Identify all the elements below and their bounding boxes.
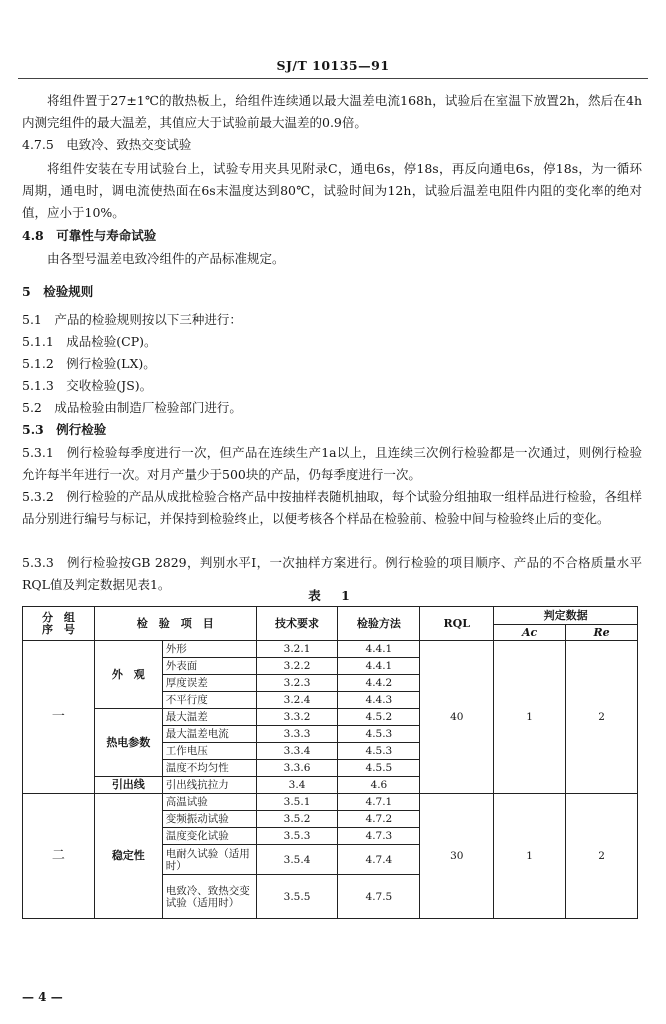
category-lead: 引出线	[94, 777, 162, 794]
table-row	[23, 794, 638, 811]
tech-cell: 3.4	[256, 777, 338, 794]
table-caption: 表 1	[308, 588, 358, 603]
tech-cell: 3.2.1	[256, 641, 338, 658]
header-rule	[18, 78, 648, 79]
method-cell: 4.7.1	[338, 794, 420, 811]
group-1-ac: 1	[494, 641, 566, 794]
category-stability: 稳定性	[94, 794, 162, 919]
item-cell: 外形	[162, 641, 256, 658]
clause-5-1-1: 5.1.1 成品检验(CP)。	[22, 334, 157, 349]
item-cell: 不平行度	[162, 692, 256, 709]
clause-5-1: 5.1 产品的检验规则按以下三种进行：	[22, 312, 242, 327]
item-cell: 工作电压	[162, 743, 256, 760]
group-2-re: 2	[566, 794, 638, 919]
item-cell: 温度不均匀性	[162, 760, 256, 777]
page-footer: — 4 —	[22, 990, 63, 1004]
tech-cell: 3.3.3	[256, 726, 338, 743]
item-cell: 电耐久试验（适用时）	[162, 845, 256, 875]
clause-5-2: 5.2 成品检验由制造厂检验部门进行。	[22, 400, 242, 415]
method-cell: 4.7.5	[338, 875, 420, 919]
header-method: 检验方法	[338, 607, 420, 641]
tech-cell: 3.3.2	[256, 709, 338, 726]
header-group: 分 组 序 号	[23, 607, 95, 641]
method-cell: 4.4.3	[338, 692, 420, 709]
item-cell: 外表面	[162, 658, 256, 675]
item-cell: 变频振动试验	[162, 811, 256, 828]
method-cell: 4.7.4	[338, 845, 420, 875]
item-cell: 最大温差电流	[162, 726, 256, 743]
header-ac: Ac	[494, 625, 566, 641]
method-cell: 4.7.2	[338, 811, 420, 828]
tech-cell: 3.2.4	[256, 692, 338, 709]
item-cell: 温度变化试验	[162, 828, 256, 845]
method-cell: 4.5.3	[338, 726, 420, 743]
method-cell: 4.7.3	[338, 828, 420, 845]
tech-cell: 3.3.6	[256, 760, 338, 777]
group-2-rql: 30	[420, 794, 494, 919]
tech-cell: 3.5.4	[256, 845, 338, 875]
tech-cell: 3.5.1	[256, 794, 338, 811]
paragraph-heat-dissipation: 将组件置于27±1℃的散热板上，给组件连续通以最大温差电流168h，试验后在室温下放置2h，然后在4h内测完组件的最大温差，其值应大于试验前最大温差的0.9倍。	[22, 93, 642, 130]
header-tech: 技术要求	[256, 607, 338, 641]
clause-5-3-3: 5.3.3 例行检验按GB 2829，判别水平Ⅰ，一次抽样方案进行。例行检验的项目顺序、产品的不合格质量水平RQL值及判定数据见表1。	[22, 555, 642, 592]
item-cell: 电致冷、致热交变试验（适用时）	[162, 875, 256, 919]
section-4-8-title: 4.8 可靠性与寿命试验	[22, 228, 157, 243]
method-cell: 4.4.1	[338, 658, 420, 675]
method-cell: 4.4.2	[338, 675, 420, 692]
header-judge: 判定数据	[494, 607, 638, 625]
item-cell: 高温试验	[162, 794, 256, 811]
tech-cell: 3.5.2	[256, 811, 338, 828]
group-1-rql: 40	[420, 641, 494, 794]
clause-5-1-2: 5.1.2 例行检验(LX)。	[22, 356, 156, 371]
clause-5-3-1: 5.3.1 例行检验每季度进行一次，但产品在连续生产1a以上，且连续三次例行检验都是一次通过，则例行检验允许每半年进行一次。对月产量少于500块的产品，仍每季度进行一次。	[22, 445, 642, 482]
section-5-title: 5 检验规则	[22, 284, 94, 299]
header-re: Re	[566, 625, 638, 641]
paragraph-alternating-test: 将组件安装在专用试验台上，试验专用夹具见附录C，通电6s，停18s，再反向通电6s，停18s，为一循环周期，通电时，调电流使热面在6s末温度达到80℃，试验时间为12h，试验后温差电阻件内阻的变化率的绝对值，应小于10%。	[22, 161, 642, 220]
header-rql: RQL	[420, 607, 494, 641]
tech-cell: 3.2.2	[256, 658, 338, 675]
inspection-table	[22, 606, 638, 919]
tech-cell: 3.3.4	[256, 743, 338, 760]
tech-cell: 3.5.3	[256, 828, 338, 845]
category-thermo: 热电参数	[94, 709, 162, 777]
group-1-re: 2	[566, 641, 638, 794]
item-cell: 最大温差	[162, 709, 256, 726]
paragraph-reliability: 由各型号温差电致冷组件的产品标准规定。	[47, 251, 285, 266]
group-2-ac: 1	[494, 794, 566, 919]
table-row	[23, 641, 638, 658]
group-2-number: 二	[23, 794, 95, 919]
category-appearance: 外 观	[94, 641, 162, 709]
tech-cell: 3.2.3	[256, 675, 338, 692]
clause-5-1-3: 5.1.3 交收检验(JS)。	[22, 378, 153, 393]
section-4-7-5-title: 4.7.5 电致冷、致热交变试验	[22, 137, 192, 152]
method-cell: 4.5.3	[338, 743, 420, 760]
tech-cell: 3.5.5	[256, 875, 338, 919]
method-cell: 4.6	[338, 777, 420, 794]
item-cell: 厚度误差	[162, 675, 256, 692]
page-header: SJ/T 10135—91	[276, 58, 390, 73]
item-cell: 引出线抗拉力	[162, 777, 256, 794]
method-cell: 4.5.5	[338, 760, 420, 777]
header-items: 检 验 项 目	[94, 607, 256, 641]
group-1-number: 一	[23, 641, 95, 794]
clause-5-3: 5.3 例行检验	[22, 422, 107, 437]
clause-5-3-2: 5.3.2 例行检验的产品从成批检验合格产品中按抽样表随机抽取，每个试验分组抽取一组样品进行检验，各组样品分别进行编号与标记，并保持到检验终止，以便考核各个样品在检验前、检验中间与检验终止后的变化。	[22, 489, 642, 526]
method-cell: 4.4.1	[338, 641, 420, 658]
method-cell: 4.5.2	[338, 709, 420, 726]
